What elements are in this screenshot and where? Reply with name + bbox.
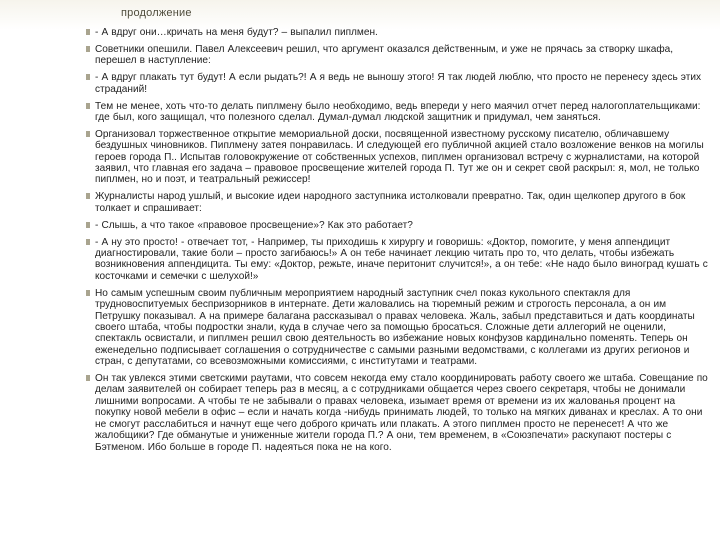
- bullet-marker: [86, 29, 90, 35]
- paragraph-text: - А вдруг они…кричать на меня будут? – выпалил пиплмен.: [95, 27, 378, 38]
- paragraph-text: Советники опешили. Павел Алексеевич решил, что аргумент оказался действенным, и уже не прячась за створку шкафа, перешел в наступление:: [95, 43, 674, 67]
- bullet-marker: [86, 46, 90, 52]
- paragraph: [95, 101, 711, 124]
- bullet-marker: [86, 290, 90, 296]
- paragraph: [95, 220, 711, 231]
- paragraph-text: Тем не менее, хоть что-то делать пиплмену было необходимо, ведь впереди у него маячил отчет перед налогоплательщиками: где был, кого защищал, что полезного сделал. Думал-думал людской защитник и придумал, чем заняться.: [95, 100, 701, 123]
- paragraph: [95, 129, 711, 186]
- bullet-marker: [86, 131, 90, 137]
- paragraph: [95, 237, 711, 283]
- slide-title: продолжение: [121, 7, 192, 19]
- bullet-marker: [86, 375, 90, 381]
- paragraph-text: - А ну это просто! - отвечает тот, - Например, ты приходишь к хирургу и говоришь: «Доктор, помогите, у меня аппендицит диагностировали, такие боли – просто загибаюсь!» А он тебе начинает лекцию читать про то, что делать, чтобы избежать возникновения аппендицита. Ты ему: «Доктор, режьте, иначе перитонит случится!», а он тебе: «Не надо было виноград кушать с косточками и семечки с шелухой!»: [95, 236, 708, 282]
- paragraph: [95, 373, 711, 453]
- bullet-marker: [86, 103, 90, 109]
- paragraph-text: Он так увлекся этими светскими раутами, что совсем некогда ему стало координировать работу своего же штаба. Совещание по делам заявителей он собирает теперь раз в месяц, а с сотрудниками общается через своего секретаря, чтобы не донимали лишними вопросами. А чтобы те не забывали о правах человека, изымает время от времени из их жалованья процент на покупку новой мебели в офис – если и начать когда -нибудь принимать людей, то только на мягких диванах и креслах. А то они не смогут расслабиться и начнут еще чего доброго кричать или плакать. А этого пиплмен просто не перенесет! А что же жалобщики? Где обманутые и униженные жители города П.? А они, тем временем, в «Союзпечати» раскупают постеры с Бэтменом. Ибо больше в городе П. надеяться пока не на кого.: [95, 373, 708, 453]
- paragraph: [95, 27, 711, 38]
- bullet-marker: [86, 222, 90, 228]
- paragraph: [95, 288, 711, 368]
- paragraph-text: - А вдруг плакать тут будут! А если рыдать?! А я ведь не выношу этого! Я так людей люблю, что просто не перенесу здесь этих страданий!: [95, 72, 702, 95]
- header-band: [0, 0, 720, 30]
- paragraph-text: Но самым успешным своим публичным мероприятием народный заступник счел показ кукольного спектакля для трудновоспитуемых беспризорников в интернате. Дети жаловались на тюремный режим и строгость персонала, а он им Петрушку показывал. А на примере балагана рассказывал о правах человека. Жаль, забыл представиться и дать координаты своего штаба, чтобы подростки знали, куда в случае чего за помощью бросаться. Сложные дети аллегорий не оценили, спектакль освистали, и пиплмен решил свою деятельность во избежание новых конфузов кардинально поменять. Теперь он еженедельно подписывает соглашения о сотрудничестве с самыми разными ведомствами, с коллегами из других регионов и стран, с депутатами, со всевозможными комиссиями, с институтами и театрами.: [95, 287, 695, 368]
- bullet-marker: [86, 193, 90, 199]
- slide-body: [95, 27, 711, 458]
- paragraph-text: Организовал торжественное открытие мемориальной доски, посвященной известному русскому писателю, обличавшему бездушных чиновников. Пиплмену затея понравилась. И следующей его публичной акцией стало возложение венков на могилы героев города П.. Испытав головокружение от собственных успехов, пиплмен организовал встречу с журналистами, на которой заявил, что главная его задача – правовое просвещение жителей города П. Тут же он и секрет свой раскрыл: я, мол, не только пиплмен, но и поэт, и театральный режиссер!: [95, 128, 704, 186]
- paragraph: [95, 44, 711, 67]
- paragraph: [95, 72, 711, 95]
- paragraph: [95, 191, 711, 214]
- bullet-marker: [86, 239, 90, 245]
- paragraph-text: - Слышь, а что такое «правовое просвещение»? Как это работает?: [95, 219, 413, 231]
- paragraph-text: Журналисты народ ушлый, и высокие идеи народного заступника истолковали превратно. Так, один щелкопер другого в бок толкает и спрашивает:: [95, 191, 686, 214]
- bullet-marker: [86, 74, 90, 80]
